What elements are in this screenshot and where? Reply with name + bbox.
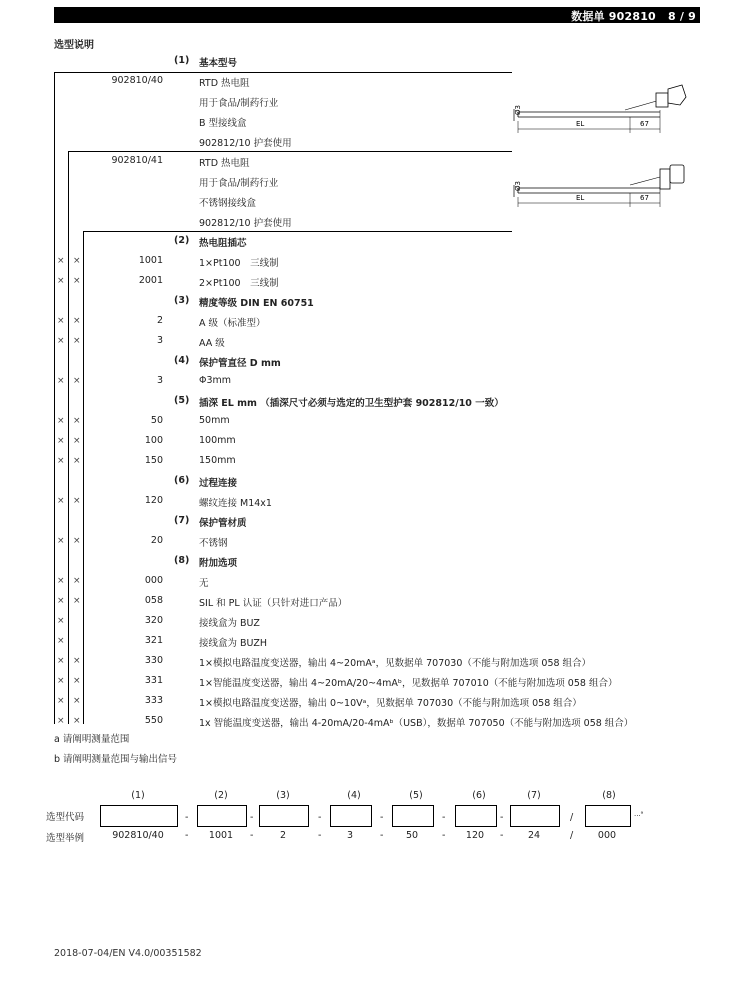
option-code: 3 <box>156 335 163 346</box>
option-code: 1001 <box>138 255 163 266</box>
option-desc: 1x 智能温度变送器，输出 4-20mA/20-4mAᵇ（USB），数据单 707050（不能与附加选项 058 组合） <box>199 718 634 729</box>
applicability-mark: × <box>73 316 81 326</box>
applicability-mark: × <box>73 716 81 726</box>
option-desc: Φ3mm <box>199 375 232 386</box>
option-row <box>0 532 750 552</box>
option-code: 321 <box>144 635 163 646</box>
option-desc: 不锈钢接线盒 <box>199 198 257 209</box>
applicability-mark: × <box>57 436 65 446</box>
group-header <box>0 292 750 312</box>
applicability-mark: × <box>57 376 65 386</box>
group-number: (6) <box>174 475 190 486</box>
option-desc: 无 <box>199 578 209 589</box>
group-title: 热电阻插芯 <box>199 238 247 249</box>
option-row <box>0 632 750 652</box>
option-desc: AA 级 <box>199 338 225 349</box>
footnote-b: b 请阐明测量范围与输出信号 <box>54 754 178 765</box>
footer-doc-id: 2018-07-04/EN V4.0/00351582 <box>54 948 202 959</box>
group-title: 基本型号 <box>199 58 238 69</box>
applicability-mark: × <box>57 656 65 666</box>
option-desc: A 级（标准型） <box>199 318 266 329</box>
applicability-mark: × <box>73 496 81 506</box>
separator: - <box>318 830 322 841</box>
page-number: 8 / 9 <box>668 10 696 23</box>
group-header <box>0 392 750 412</box>
doc-label: 数据单 902810 <box>571 10 656 23</box>
applicability-mark: × <box>73 376 81 386</box>
group-number: (3) <box>174 295 190 306</box>
option-row <box>0 452 750 472</box>
separator: / <box>570 830 574 841</box>
order-code-box[interactable] <box>455 805 497 827</box>
option-row <box>0 412 750 432</box>
applicability-mark: × <box>73 276 81 286</box>
separator: - <box>442 812 446 823</box>
applicability-mark: × <box>57 336 65 346</box>
option-row <box>0 272 750 292</box>
group-number: (1) <box>174 55 190 66</box>
position-number: (8) <box>602 790 616 801</box>
separator: / <box>570 812 574 823</box>
separator: - <box>380 830 384 841</box>
position-number: (2) <box>214 790 228 801</box>
option-row <box>0 572 750 592</box>
example-value: 120 <box>465 830 485 841</box>
order-code-box[interactable] <box>392 805 434 827</box>
option-desc: RTD 热电阻 <box>199 158 250 169</box>
diameter-label: Ø3 <box>514 181 522 191</box>
option-desc: 接线盒为 BUZH <box>199 638 267 649</box>
applicability-mark: × <box>57 416 65 426</box>
applicability-mark: × <box>57 716 65 726</box>
applicability-mark: × <box>57 316 65 326</box>
applicability-mark: × <box>73 596 81 606</box>
option-desc: 902812/10 护套使用 <box>199 138 292 149</box>
group-number: (8) <box>174 555 190 566</box>
option-row <box>0 132 750 152</box>
length-label: 67 <box>640 194 649 202</box>
option-desc: 2×Pt100 三线制 <box>199 278 279 289</box>
option-code: 058 <box>144 595 163 606</box>
group-title: 精度等级 DIN EN 60751 <box>199 298 314 309</box>
applicability-mark: × <box>73 456 81 466</box>
applicability-mark: × <box>57 616 65 626</box>
group-header <box>0 232 750 252</box>
order-code-box[interactable] <box>510 805 560 827</box>
option-desc: 1×模拟电路温度变送器，输出 0~10Vᵃ，见数据单 707030（不能与附加选项 058 组合） <box>199 698 582 709</box>
option-code: 120 <box>144 495 163 506</box>
option-code: 20 <box>150 535 163 546</box>
group-title: 过程连接 <box>199 478 238 489</box>
option-code: 902810/40 <box>111 75 163 86</box>
option-code: 902810/41 <box>111 155 163 166</box>
group-header <box>0 552 750 572</box>
option-row <box>0 592 750 612</box>
option-desc: 50mm <box>199 415 230 426</box>
order-example-label: 选型举例 <box>46 833 85 844</box>
footnote-a: a 请阐明测量范围 <box>54 734 130 745</box>
header-text <box>571 8 696 24</box>
probe-drawing-ss-head <box>510 155 700 215</box>
group-number: (4) <box>174 355 190 366</box>
separator: - <box>380 812 384 823</box>
order-code-box[interactable] <box>100 805 178 827</box>
group-header <box>0 472 750 492</box>
option-code: 100 <box>144 435 163 446</box>
applicability-mark: × <box>73 696 81 706</box>
order-code-label: 选型代码 <box>46 812 85 823</box>
position-number: (7) <box>527 790 541 801</box>
applicability-mark: × <box>57 456 65 466</box>
example-value: 50 <box>405 830 419 841</box>
option-code: 331 <box>144 675 163 686</box>
option-code: 550 <box>144 715 163 726</box>
separator: - <box>185 812 189 823</box>
group-title: 插深 EL mm （插深尺寸必须与选定的卫生型护套 902812/10 一致） <box>199 398 504 409</box>
option-desc: 用于食品/制药行业 <box>199 98 279 109</box>
applicability-mark: × <box>73 416 81 426</box>
group-number: (5) <box>174 395 190 406</box>
position-number: (4) <box>347 790 361 801</box>
option-code: 2001 <box>138 275 163 286</box>
group-title: 附加选项 <box>199 558 238 569</box>
option-code: 000 <box>144 575 163 586</box>
applicability-mark: × <box>73 656 81 666</box>
example-value: 24 <box>527 830 541 841</box>
option-desc: 用于食品/制药行业 <box>199 178 279 189</box>
example-value: 902810/40 <box>112 830 164 841</box>
option-row <box>0 432 750 452</box>
option-row <box>0 372 750 392</box>
applicability-mark: × <box>57 696 65 706</box>
option-code: 330 <box>144 655 163 666</box>
diameter-label: Ø3 <box>514 105 522 115</box>
option-code: 50 <box>150 415 163 426</box>
option-row <box>0 332 750 352</box>
applicability-mark: × <box>73 536 81 546</box>
el-label: EL <box>576 194 585 202</box>
option-row <box>0 212 750 232</box>
option-desc: 150mm <box>199 455 236 466</box>
option-desc: 902812/10 护套使用 <box>199 218 292 229</box>
option-row <box>0 312 750 332</box>
example-value: 1001 <box>208 830 234 841</box>
section-title: 选型说明 <box>54 40 94 51</box>
group-number: (2) <box>174 235 190 246</box>
option-desc: 1×Pt100 三线制 <box>199 258 279 269</box>
position-number: (5) <box>409 790 423 801</box>
header-bar <box>54 7 700 23</box>
applicability-mark: × <box>73 256 81 266</box>
order-code-box[interactable] <box>259 805 309 827</box>
group-title: 保护管材质 <box>199 518 247 529</box>
order-code-tail: ...ᵃ <box>634 810 644 818</box>
option-row <box>0 692 750 712</box>
option-desc: 不锈钢 <box>199 538 228 549</box>
option-desc: 1×智能温度变送器，输出 4~20mA/20~4mAᵇ，见数据单 707010（不能与附加选项 058 组合） <box>199 678 618 689</box>
applicability-mark: × <box>73 676 81 686</box>
example-value: 000 <box>597 830 617 841</box>
option-code: 150 <box>144 455 163 466</box>
group-header <box>0 512 750 532</box>
option-row <box>0 712 750 732</box>
option-code: 333 <box>144 695 163 706</box>
applicability-mark: × <box>57 496 65 506</box>
option-row <box>0 652 750 672</box>
applicability-mark: × <box>57 676 65 686</box>
position-number: (1) <box>131 790 145 801</box>
option-row <box>0 492 750 512</box>
length-label: 67 <box>640 120 649 128</box>
order-code-box[interactable] <box>585 805 631 827</box>
option-desc: 1×模拟电路温度变送器，输出 4~20mAᵃ，见数据单 707030（不能与附加选项 058 组合） <box>199 658 592 669</box>
option-desc: B 型接线盒 <box>199 118 247 129</box>
group-title: 保护管直径 D mm <box>199 358 281 369</box>
applicability-mark: × <box>73 436 81 446</box>
option-row <box>0 672 750 692</box>
position-number: (6) <box>472 790 486 801</box>
option-row <box>0 612 750 632</box>
option-desc: 接线盒为 BUZ <box>199 618 260 629</box>
position-number: (3) <box>276 790 290 801</box>
applicability-mark: × <box>57 256 65 266</box>
applicability-mark: × <box>57 596 65 606</box>
option-desc: 螺纹连接 M14x1 <box>199 498 272 509</box>
el-label: EL <box>576 120 585 128</box>
applicability-mark: × <box>73 576 81 586</box>
applicability-mark: × <box>57 636 65 646</box>
order-code-box[interactable] <box>197 805 247 827</box>
separator: - <box>318 812 322 823</box>
option-desc: RTD 热电阻 <box>199 78 250 89</box>
applicability-mark: × <box>57 536 65 546</box>
separator: - <box>185 830 189 841</box>
group-number: (7) <box>174 515 190 526</box>
group-header <box>0 52 750 72</box>
example-value: 2 <box>279 830 287 841</box>
option-code: 320 <box>144 615 163 626</box>
applicability-mark: × <box>73 336 81 346</box>
separator: - <box>250 812 254 823</box>
example-value: 3 <box>346 830 354 841</box>
option-row <box>0 252 750 272</box>
applicability-mark: × <box>57 276 65 286</box>
separator: - <box>500 830 504 841</box>
separator: - <box>442 830 446 841</box>
separator: - <box>250 830 254 841</box>
option-code: 3 <box>156 375 163 386</box>
group-header <box>0 352 750 372</box>
separator: - <box>500 812 504 823</box>
applicability-mark: × <box>57 576 65 586</box>
order-code-box[interactable] <box>330 805 372 827</box>
option-desc: 100mm <box>199 435 236 446</box>
option-desc: SIL 和 PL 认证（只针对进口产品） <box>199 598 348 609</box>
option-code: 2 <box>156 315 163 326</box>
probe-drawing-b-head <box>510 75 700 135</box>
